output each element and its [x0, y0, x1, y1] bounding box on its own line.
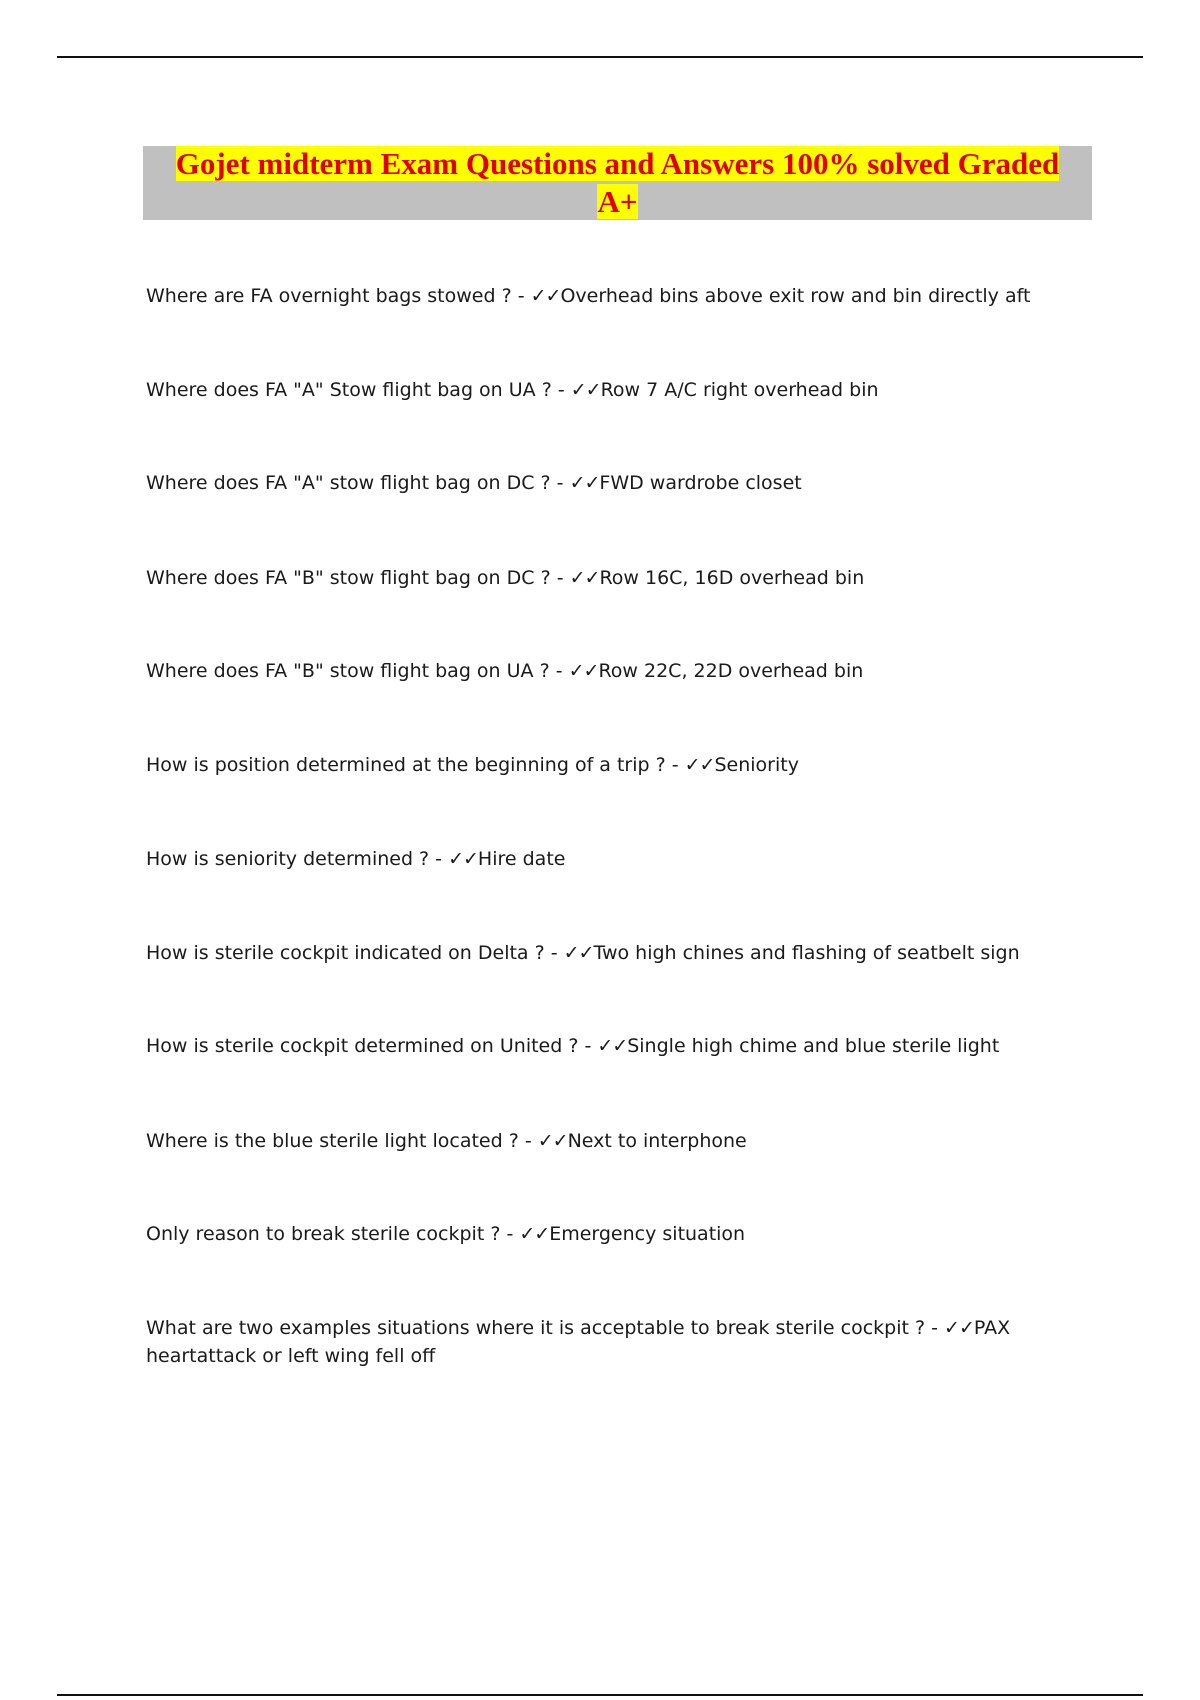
question-text: Where does FA "A" Stow flight bag on UA ?: [146, 379, 552, 401]
answer-text: Row 16C, 16D overhead bin: [599, 567, 865, 589]
separator: -: [511, 285, 531, 307]
double-check-icon: ✓✓: [570, 379, 601, 401]
question-text: Only reason to break sterile cockpit ?: [146, 1223, 501, 1245]
double-check-icon: ✓✓: [684, 754, 715, 776]
question-text: How is seniority determined ?: [146, 848, 430, 870]
qa-item: [146, 657, 1086, 685]
qa-item: [146, 1314, 1086, 1370]
answer-text: Emergency situation: [549, 1223, 746, 1245]
qa-item: [146, 469, 1086, 497]
page-top-rule: [57, 56, 1143, 58]
answer-text: Row 7 A/C right overhead bin: [600, 379, 879, 401]
separator: -: [544, 942, 564, 964]
separator: -: [578, 1035, 598, 1057]
double-check-icon: ✓✓: [530, 285, 561, 307]
double-check-icon: ✓✓: [519, 1223, 550, 1245]
answer-text: Single high chime and blue sterile light: [627, 1035, 1000, 1057]
question-text: Where is the blue sterile light located ?: [146, 1130, 519, 1152]
answer-text: PAX heartattack or left wing fell off: [146, 1317, 1011, 1367]
answer-text: Hire date: [477, 848, 566, 870]
qa-item: [146, 282, 1086, 310]
separator: -: [665, 754, 685, 776]
double-check-icon: ✓✓: [563, 942, 594, 964]
qa-item: [146, 1220, 1086, 1248]
separator: -: [551, 379, 571, 401]
question-text: Where does FA "B" stow flight bag on DC ?: [146, 567, 551, 589]
question-text: How is position determined at the beginning of a trip ?: [146, 754, 666, 776]
question-text: Where does FA "B" stow flight bag on UA ?: [146, 660, 550, 682]
qa-item: [146, 751, 1086, 779]
document-title: [153, 145, 1082, 221]
double-check-icon: ✓✓: [448, 848, 478, 870]
separator: -: [500, 1223, 520, 1245]
separator: -: [518, 1130, 538, 1152]
answer-text: Seniority: [714, 754, 799, 776]
qa-item: [146, 1032, 1086, 1060]
separator: -: [550, 472, 570, 494]
double-check-icon: ✓✓: [569, 472, 600, 494]
title-banner: [143, 146, 1092, 220]
qa-item: [146, 939, 1086, 967]
question-text: What are two examples situations where it is acceptable to break sterile cockpit ?: [146, 1317, 926, 1339]
answer-text: Row 22C, 22D overhead bin: [598, 660, 864, 682]
double-check-icon: ✓✓: [597, 1035, 628, 1057]
question-text: How is sterile cockpit determined on United ?: [146, 1035, 579, 1057]
question-text: Where does FA "A" stow flight bag on DC ?: [146, 472, 551, 494]
qa-item: [146, 376, 1086, 404]
qa-item: [146, 845, 1086, 873]
answer-text: Two high chines and flashing of seatbelt sign: [593, 942, 1020, 964]
qa-item: [146, 564, 1086, 592]
separator: -: [429, 848, 449, 870]
double-check-icon: ✓✓: [569, 567, 600, 589]
title-highlight: Gojet midterm Exam Questions and Answers 100% solved Graded A+: [175, 146, 1060, 219]
double-check-icon: ✓✓: [568, 660, 599, 682]
question-text: Where are FA overnight bags stowed ?: [146, 285, 512, 307]
separator: -: [550, 567, 570, 589]
answer-text: FWD wardrobe closet: [599, 472, 802, 494]
double-check-icon: ✓✓: [537, 1130, 568, 1152]
separator: -: [925, 1317, 945, 1339]
double-check-icon: ✓✓: [944, 1317, 974, 1339]
answer-text: Overhead bins above exit row and bin directly aft: [560, 285, 1031, 307]
qa-item: [146, 1127, 1086, 1155]
separator: -: [549, 660, 569, 682]
answer-text: Next to interphone: [567, 1130, 747, 1152]
question-text: How is sterile cockpit indicated on Delta ?: [146, 942, 545, 964]
page-bottom-rule: [57, 1694, 1143, 1696]
